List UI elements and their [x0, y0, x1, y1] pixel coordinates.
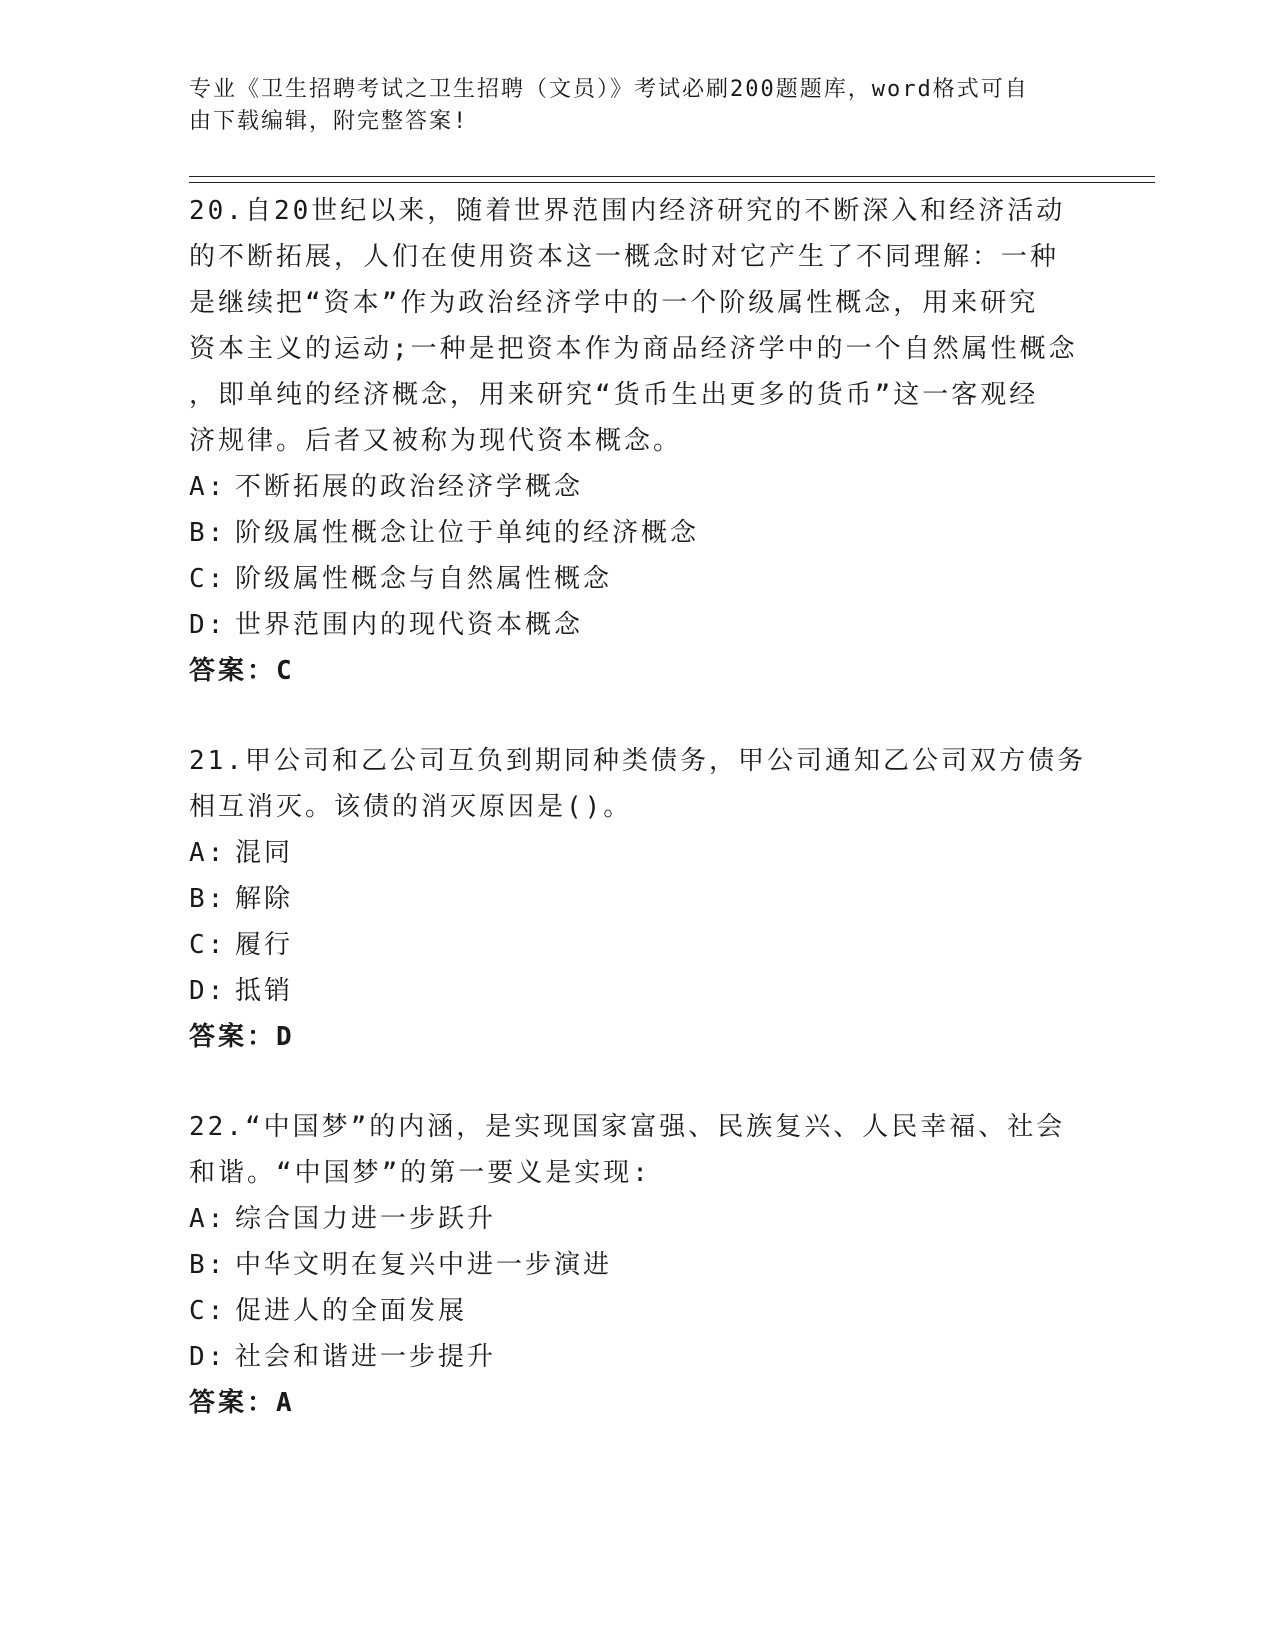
header-line-1: 专业《卫生招聘考试之卫生招聘（文员）》考试必刷200题题库，word格式可自	[189, 77, 1029, 102]
question-text-line: 22.“中国梦”的内涵，是实现国家富强、民族复兴、人民幸福、社会	[189, 1112, 1066, 1142]
option-b	[189, 510, 1089, 556]
option-a	[189, 830, 1089, 876]
answer-line: 答案：A	[189, 1388, 295, 1418]
option-key: C:	[189, 930, 227, 960]
document-header	[189, 74, 1069, 138]
question-text-line: 20.自20世纪以来，随着世界范围内经济研究的不断深入和经济活动	[189, 196, 1066, 226]
option-b	[189, 876, 1089, 922]
question-text-line: 和谐。“中国梦”的第一要义是实现:	[189, 1158, 651, 1188]
option-d	[189, 1334, 1089, 1380]
option-text: 中华文明在复兴中进一步演进	[235, 1250, 613, 1280]
option-text: 抵销	[235, 976, 294, 1006]
option-a	[189, 464, 1089, 510]
question-text-line: ，即单纯的经济概念，用来研究“货币生出更多的货币”这一客观经	[189, 380, 1039, 410]
option-key: B:	[189, 518, 227, 548]
question-text-line: 的不断拓展，人们在使用资本这一概念时对它产生了不同理解：一种	[189, 242, 1060, 272]
question-text-line: 是继续把“资本”作为政治经济学中的一个阶级属性概念，用来研究	[189, 288, 1039, 318]
option-a	[189, 1196, 1089, 1242]
option-text: 阶级属性概念与自然属性概念	[235, 564, 613, 594]
option-text: 综合国力进一步跃升	[235, 1204, 497, 1234]
option-d	[189, 602, 1089, 648]
option-key: C:	[189, 564, 227, 594]
option-text: 解除	[235, 884, 294, 914]
option-key: A:	[189, 472, 227, 502]
question-list	[189, 188, 1089, 1470]
option-d	[189, 968, 1089, 1014]
option-text: 世界范围内的现代资本概念	[235, 610, 584, 640]
question-text-line: 济规律。后者又被称为现代资本概念。	[189, 426, 683, 456]
option-key: D:	[189, 610, 227, 640]
option-key: A:	[189, 838, 227, 868]
option-c	[189, 1288, 1089, 1334]
question-22	[189, 1104, 1089, 1426]
question-text-line: 相互消灭。该债的消灭原因是()。	[189, 792, 633, 822]
header-line-2: 由下载编辑，附完整答案!	[189, 109, 469, 134]
option-c	[189, 922, 1089, 968]
question-text-line: 21.甲公司和乙公司互负到期同种类债务，甲公司通知乙公司双方债务	[189, 746, 1086, 776]
option-text: 促进人的全面发展	[235, 1296, 468, 1326]
question-20	[189, 188, 1089, 694]
option-text: 不断拓展的政治经济学概念	[235, 472, 584, 502]
option-key: B:	[189, 1250, 227, 1280]
option-text: 混同	[235, 838, 294, 868]
header-divider-top	[189, 176, 1155, 177]
question-21	[189, 738, 1089, 1060]
option-b	[189, 1242, 1089, 1288]
option-key: A:	[189, 1204, 227, 1234]
option-key: B:	[189, 884, 227, 914]
option-text: 履行	[235, 930, 294, 960]
answer-line: 答案：D	[189, 1022, 295, 1052]
header-divider-bottom	[189, 182, 1155, 183]
option-text: 社会和谐进一步提升	[235, 1342, 497, 1372]
option-text: 阶级属性概念让位于单纯的经济概念	[235, 518, 700, 548]
option-key: D:	[189, 976, 227, 1006]
question-text-line: 资本主义的运动;一种是把资本作为商品经济学中的一个自然属性概念	[189, 334, 1078, 364]
answer-line: 答案：C	[189, 656, 295, 686]
option-key: C:	[189, 1296, 227, 1326]
option-c	[189, 556, 1089, 602]
option-key: D:	[189, 1342, 227, 1372]
